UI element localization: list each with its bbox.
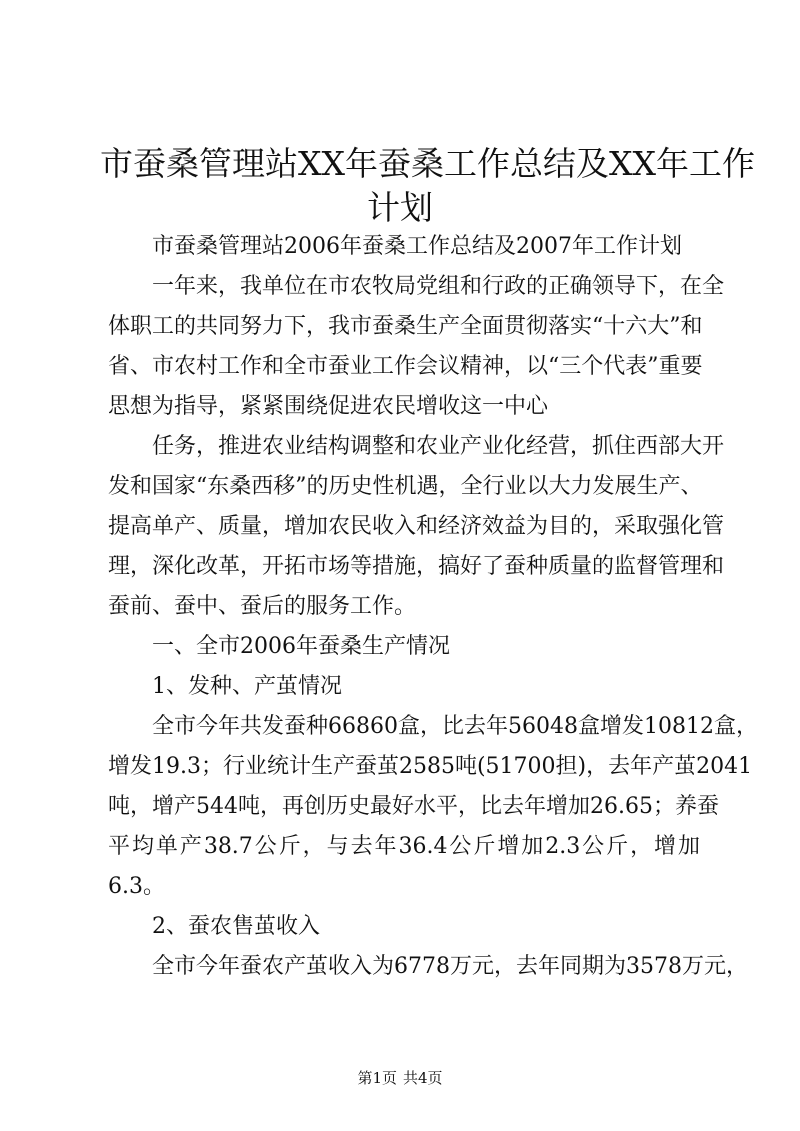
body-line: 任务，推进农业结构调整和农业产业化经营，抓住西部大开 <box>152 434 725 459</box>
body-line: 思想为指导，紧紧围绕促进农民增收这一中心 <box>108 394 549 419</box>
body-line: 全市今年蚕农产茧收入为6778万元，去年同期为3578万元， <box>152 954 748 979</box>
body-line: 提高单产、质量，增加农民收入和经济效益为目的，采取强化管 <box>108 514 725 539</box>
body-line: 全市今年共发蚕种66860盒，比去年56048盒增发10812盒， <box>152 714 758 739</box>
subsection-heading: 2、蚕农售茧收入 <box>152 914 320 939</box>
body-line: 省、市农村工作和全市蚕业工作会议精神，以“三个代表”重要 <box>108 354 703 379</box>
body-line: 体职工的共同努力下，我市蚕桑生产全面贯彻落实“十六大”和 <box>108 314 703 339</box>
document-title-line-1: 市蚕桑管理站XX年蚕桑工作总结及XX年工作 <box>100 144 755 183</box>
body-line: 平均单产38.7公斤，与去年36.4公斤增加2.3公斤，增加 <box>108 834 700 859</box>
subtitle-line: 市蚕桑管理站2006年蚕桑工作总结及2007年工作计划 <box>152 234 682 259</box>
body-line: 6.3。 <box>108 874 165 899</box>
body-line: 理，深化改革，开拓市场等措施，搞好了蚕种质量的监督管理和 <box>108 554 725 579</box>
page-total: 共4页 <box>403 1069 443 1087</box>
document-title-line-2: 计划 <box>367 188 433 227</box>
section-heading: 一、全市2006年蚕桑生产情况 <box>152 634 450 659</box>
body-line: 蚕前、蚕中、蚕后的服务工作。 <box>108 594 417 619</box>
page-number: 第1页 <box>357 1069 397 1087</box>
body-line: 增发19.3；行业统计生产蚕茧2585吨(51700担)，去年产茧2041 <box>108 754 753 779</box>
body-line: 发和国家“东桑西移”的历史性机遇，全行业以大力发展生产、 <box>108 474 703 499</box>
body-line: 一年来，我单位在市农牧局党组和行政的正确领导下，在全 <box>152 274 725 299</box>
body-line: 吨，增产544吨，再创历史最好水平，比去年增加26.65；养蚕 <box>108 794 719 819</box>
page-footer <box>0 1068 800 1088</box>
subsection-heading: 1、发种、产茧情况 <box>152 674 342 699</box>
